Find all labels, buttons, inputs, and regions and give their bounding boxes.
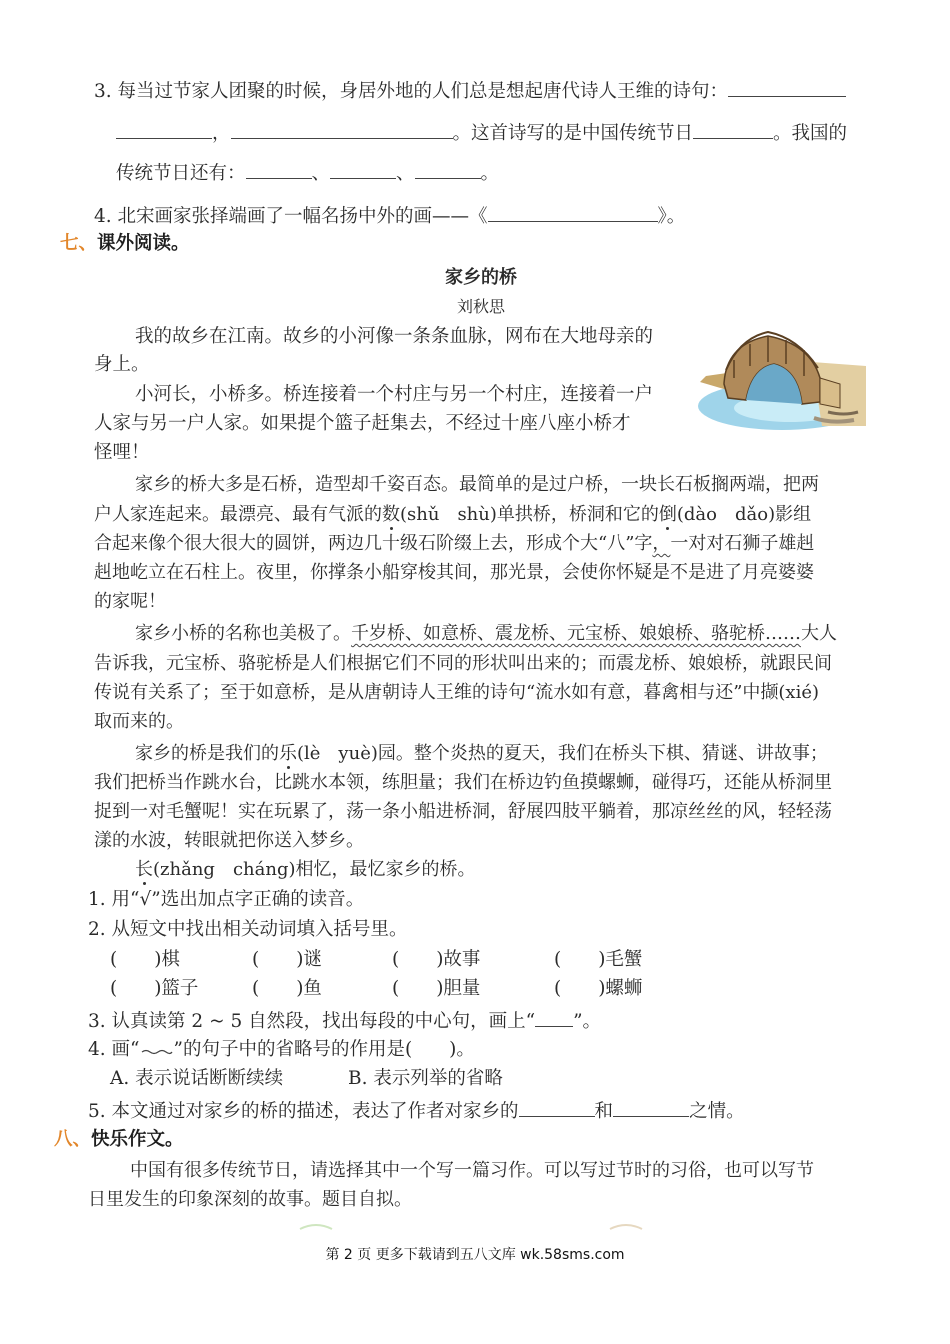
article-title: 家乡的桥	[445, 267, 517, 288]
answer-blank[interactable]	[488, 203, 658, 222]
bridge-illustration	[694, 326, 866, 432]
paragraph-3-line-4: 赳地屹立在石柱上。夜里，你撑条小船穿梭其间，那光景，会使你怀疑是不是进了月亮婆婆	[94, 562, 814, 583]
answer-blank[interactable]	[519, 1098, 595, 1117]
paragraph-5-line-3: 捉到一对毛蟹呢！实在玩累了，荡一条小船进桥洞，舒展四肢平躺着，那凉丝丝的风，轻轻荡	[94, 801, 832, 822]
paragraph-3-line-1: 家乡的桥大多是石桥，造型却千姿百态。最简单的是过户桥，一块长石板搁两端，把两	[135, 474, 819, 495]
wavy-line-sample	[140, 1037, 174, 1055]
paragraph-3-line-5: 的家呢！	[94, 591, 166, 612]
decoration-right	[608, 1216, 644, 1226]
paragraph-5-line-1: 家乡的桥是我们的乐(lè yuè)园。整个炎热的夏天，我们在桥头下棋、猜谜、讲故事；	[135, 743, 828, 764]
q2-row1-item-4[interactable]: ( )毛蟹	[554, 949, 643, 970]
stone-bridge-icon	[694, 326, 866, 432]
answer-blank[interactable]	[116, 120, 212, 139]
dotted-char: 长	[135, 859, 153, 880]
paragraph-4-line-2: 告诉我，元宝桥、骆驼桥是人们根据它们不同的形状叫出来的；而震龙桥、娘娘桥，就跟民间	[94, 653, 832, 674]
wavy-underlined-sentence: 千岁桥、如意桥、震龙桥、元宝桥、娘娘桥、骆驼桥……	[351, 623, 801, 644]
answer-blank[interactable]	[246, 160, 312, 179]
q2-row2-item-3[interactable]: ( )胆量	[392, 978, 481, 999]
answer-blank[interactable]	[415, 160, 481, 179]
page-footer: 第 2 页 更多下载请到五八文库 wk.58sms.com	[325, 1247, 625, 1263]
q2-row1-item-2[interactable]: ( )谜	[252, 949, 322, 970]
composition-line-2: 日里发生的印象深刻的故事。题目自拟。	[88, 1189, 412, 1210]
section-7-heading: 七、课外阅读。	[60, 233, 190, 254]
paragraph-1-line-2: 身上。	[94, 354, 150, 375]
question-4: 4. 画“ ”的句子中的省略号的作用是( )。	[88, 1039, 475, 1060]
decoration-left	[298, 1216, 334, 1226]
paragraph-3-line-3: 合起来像个很大很大的圆饼，两边几十级石阶缀上去，形成个大“八”字，一对对石狮子雄赳	[94, 533, 815, 554]
paragraph-2-line-3: 怪哩！	[94, 442, 150, 463]
underline-sample	[535, 1008, 573, 1027]
q2-row2-item-4[interactable]: ( )螺蛳	[554, 978, 643, 999]
q6-item3-line2: ， 。这首诗写的是中国传统节日 。我国的	[116, 120, 847, 146]
paragraph-4-line-1: 家乡小桥的名称也美极了。千岁桥、如意桥、震龙桥、元宝桥、娘娘桥、骆驼桥……大人	[135, 623, 837, 644]
paragraph-1-line-1: 我的故乡在江南。故乡的小河像一条条血脉，网布在大地母亲的	[135, 326, 654, 347]
composition-line-1: 中国有很多传统节日，请选择其中一个写一篇习作。可以写过节时的习俗，也可以写节	[130, 1160, 814, 1181]
dotted-char: 数	[382, 504, 400, 525]
question-5: 5. 本文通过对家乡的桥的描述，表达了作者对家乡的 和 之情。	[88, 1098, 745, 1124]
paragraph-3-line-2: 户人家连起来。最漂亮、最有气派的数(shǔ shù)单拱桥，桥洞和它的倒(dào dǎo)影组	[94, 504, 812, 525]
answer-blank[interactable]	[330, 160, 396, 179]
question-3: 3. 认真读第 2 ~ 5 自然段，找出每段的中心句，画上“ ”。	[88, 1008, 601, 1034]
paragraph-2-line-2: 人家与另一户人家。如果提个篮子赶集去，不经过十座八座小桥才	[94, 413, 631, 434]
question-1: 1. 用“√”选出加点字正确的读音。	[88, 889, 365, 910]
paragraph-4-line-3: 传说有关系了；至于如意桥，是从唐朝诗人王维的诗句“流水如有意，暮禽相与还”中撷(xié)	[94, 682, 820, 703]
q4-option-a[interactable]: A. 表示说话断断续续	[110, 1068, 284, 1089]
article-author: 刘秋思	[457, 297, 506, 316]
q6-item3-line1: 3. 每当过节家人团聚的时候，身居外地的人们总是想起唐代诗人王维的诗句：	[94, 78, 846, 104]
dotted-char: 倒	[658, 504, 677, 525]
paragraph-5-line-2: 我们把桥当作跳水台，比跳水本领，练胆量；我们在桥边钓鱼摸螺蛳，碰得巧，还能从桥洞里	[94, 772, 832, 793]
q2-row2-item-2[interactable]: ( )鱼	[252, 978, 322, 999]
answer-blank[interactable]	[613, 1098, 689, 1117]
section-8-heading: 八、快乐作文。	[54, 1129, 184, 1150]
q2-row1-item-1[interactable]: ( )棋	[110, 949, 180, 970]
answer-blank[interactable]	[693, 120, 773, 139]
q6-item3-line3: 传统节日还有： 、 、 。	[116, 160, 499, 186]
answer-blank[interactable]	[231, 120, 453, 139]
dotted-char: 乐	[279, 743, 297, 764]
paragraph-5-line-4: 漾的水波，转眼就把你送入梦乡。	[94, 830, 364, 851]
paragraph-6: 长(zhǎng cháng)相忆，最忆家乡的桥。	[135, 859, 476, 880]
q4-option-b[interactable]: B. 表示列举的省略	[348, 1068, 503, 1089]
question-2: 2. 从短文中找出相关动词填入括号里。	[88, 919, 408, 940]
answer-blank[interactable]	[728, 78, 846, 97]
q2-row1-item-3[interactable]: ( )故事	[392, 949, 481, 970]
paragraph-4-line-4: 取而来的。	[94, 711, 184, 732]
paragraph-2-line-1: 小河长，小桥多。桥连接着一个村庄与另一个村庄，连接着一户	[135, 384, 654, 405]
q2-row2-item-1[interactable]: ( )篮子	[110, 978, 199, 999]
q6-item4: 4. 北宋画家张择端画了一幅名扬中外的画——《 》。	[94, 203, 685, 229]
